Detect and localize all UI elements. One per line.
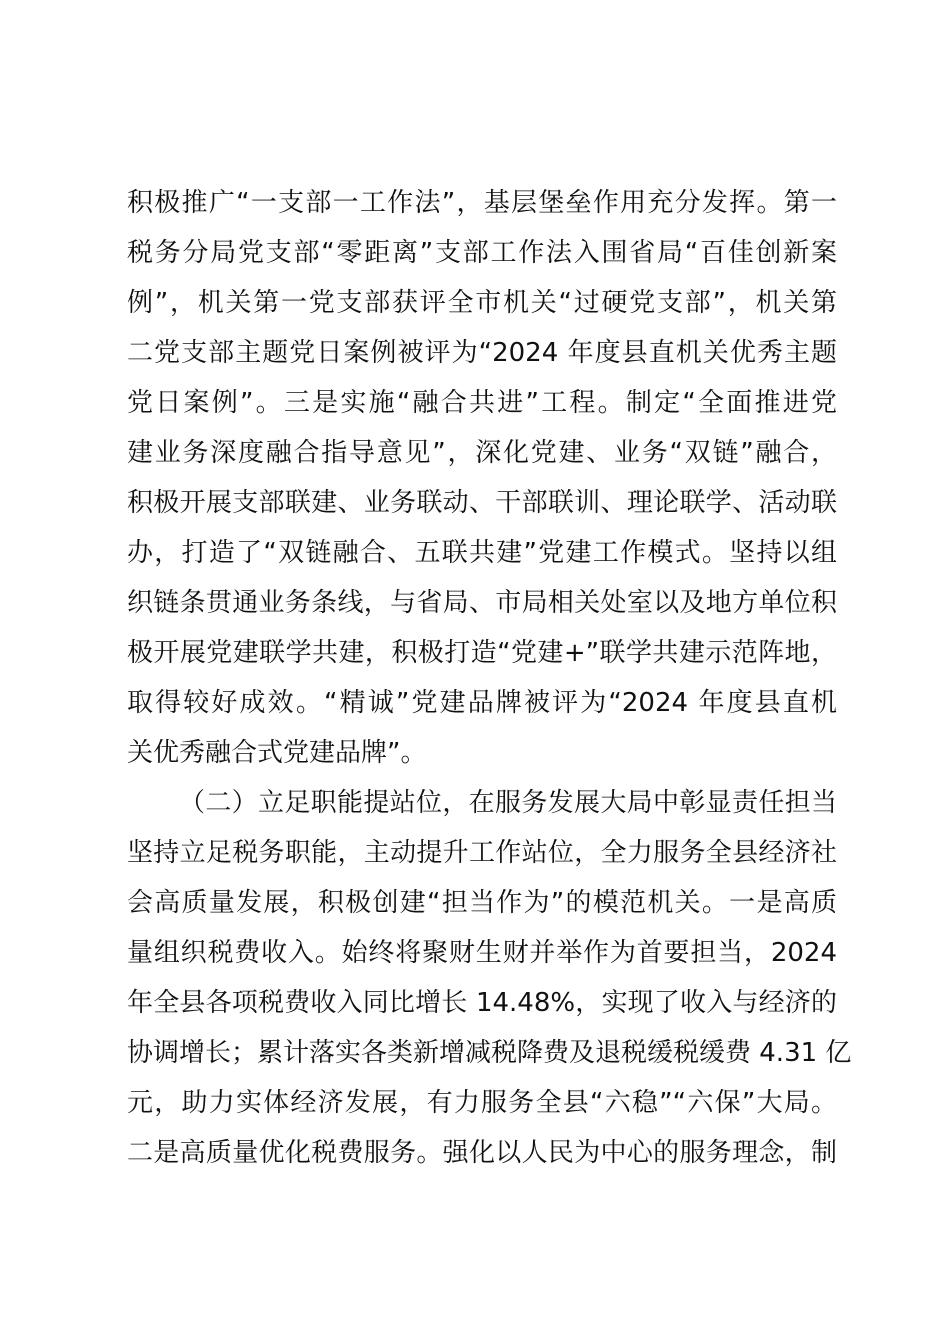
text-line: 元，助力实体经济发展，有力服务全县“六稳”“六保”大局。	[127, 1088, 837, 1118]
text-line: 例”，机关第一党支部获评全市机关“过硬党支部”，机关第	[127, 288, 837, 318]
text-line: 税务分局党支部“零距离”支部工作法入围省局“百佳创新案	[127, 238, 837, 268]
section-heading: （二）立足职能提站位，在服务发展大局中彰显责任担当	[179, 788, 837, 818]
text-line: 协调增长；累计落实各类新增减税降费及退税缓税缓费 4.31 亿	[127, 1038, 852, 1068]
text-line: 年全县各项税费收入同比增长 14.48%，实现了收入与经济的	[127, 988, 837, 1018]
text-line: 积极推广“一支部一工作法”，基层堡垒作用充分发挥。第一	[127, 188, 837, 218]
text-line: 积极开展支部联建、业务联动、干部联训、理论联学、活动联	[127, 488, 837, 518]
text-line: 量组织税费收入。始终将聚财生财并举作为首要担当，2024	[127, 938, 837, 968]
text-line: 党日案例”。三是实施“融合共进”工程。制定“全面推进党	[127, 388, 837, 418]
text-line: 办，打造了“双链融合、五联共建”党建工作模式。坚持以组	[127, 538, 837, 568]
body-text	[127, 178, 852, 1178]
text-line: 建业务深度融合指导意见”，深化党建、业务“双链”融合，	[127, 438, 837, 468]
text-line: 织链条贯通业务条线，与省局、市局相关处室以及地方单位积	[127, 588, 837, 618]
text-line: 坚持立足税务职能，主动提升工作站位，全力服务全县经济社	[127, 838, 837, 868]
text-line: 会高质量发展，积极创建“担当作为”的模范机关。一是高质	[127, 888, 837, 918]
text-line: 极开展党建联学共建，积极打造“党建+”联学共建示范阵地，	[127, 638, 837, 668]
text-line: 取得较好成效。“精诚”党建品牌被评为“2024 年度县直机	[127, 688, 837, 718]
text-line: 二是高质量优化税费服务。强化以人民为中心的服务理念，制	[127, 1138, 837, 1168]
text-line: 二党支部主题党日案例被评为“2024 年度县直机关优秀主题	[127, 338, 837, 368]
text-line: 关优秀融合式党建品牌”。	[127, 738, 427, 768]
